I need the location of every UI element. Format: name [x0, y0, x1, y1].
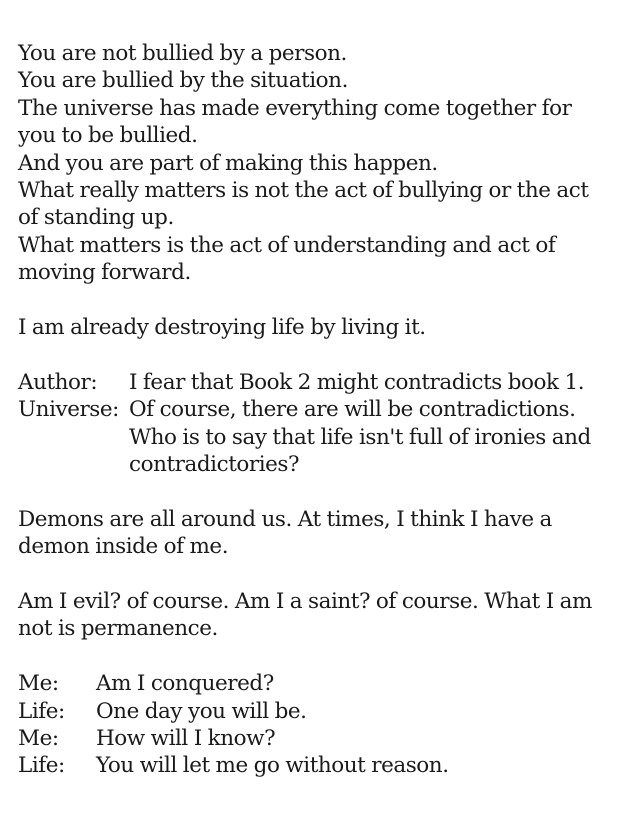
evil-saint-stanza	[18, 588, 628, 643]
author-universe-dialogue	[18, 369, 628, 479]
text-line: You are bullied by the situation.	[18, 68, 348, 94]
dialogue-continuation: contradictories?	[129, 452, 300, 478]
bullied-stanza	[18, 40, 628, 287]
dialogue-row	[18, 369, 628, 396]
text-line: Am I evil? of course. Am I a saint? of course. What I am	[18, 589, 592, 615]
text-line: You are not bullied by a person.	[18, 41, 347, 66]
speaker-label: Universe:	[18, 397, 119, 423]
dialogue-continuation: Who is to say that life isn't full of ironies and	[129, 424, 591, 450]
speaker-label: Author:	[18, 369, 98, 395]
dialogue-text: I fear that Book 2 might contradicts book 1.	[129, 369, 585, 395]
stanza-gap	[18, 287, 628, 314]
text-line: The universe has made everything come together for	[18, 95, 572, 121]
text-line: demon inside of me.	[18, 534, 229, 560]
document-body	[18, 40, 628, 780]
dialogue-row	[18, 396, 628, 423]
destroying-life-line: I am already destroying life by living it.	[18, 315, 426, 341]
stanza-gap	[18, 561, 628, 588]
text-line: What really matters is not the act of bullying or the act	[18, 178, 589, 204]
speaker-label: Life:	[18, 698, 65, 724]
stanza-gap	[18, 478, 628, 505]
stanza-gap	[18, 643, 628, 670]
text-line: you to be bullied.	[18, 123, 198, 149]
dialogue-text: How will I know?	[96, 726, 276, 752]
me-life-dialogue	[18, 670, 628, 780]
speaker-label: Me:	[18, 726, 59, 752]
speaker-label: Life:	[18, 753, 65, 779]
text-line: And you are part of making this happen.	[18, 150, 438, 176]
stanza-gap	[18, 341, 628, 368]
dialogue-text: You will let me go without reason.	[96, 753, 449, 779]
dialogue-text: One day you will be.	[96, 698, 307, 724]
dialogue-row	[18, 698, 628, 725]
text-line: of standing up.	[18, 205, 174, 231]
text-line: What matters is the act of understanding and act of	[18, 232, 556, 258]
text-line: Demons are all around us. At times, I think I have a	[18, 506, 552, 532]
demons-stanza	[18, 506, 628, 561]
text-line: not is permanence.	[18, 616, 218, 642]
dialogue-row	[18, 752, 628, 779]
dialogue-text: Of course, there are will be contradictions.	[129, 397, 576, 423]
text-line: moving forward.	[18, 260, 191, 286]
speaker-label: Me:	[18, 671, 59, 697]
dialogue-row	[18, 725, 628, 752]
dialogue-row	[18, 670, 628, 697]
dialogue-text: Am I conquered?	[96, 671, 274, 697]
